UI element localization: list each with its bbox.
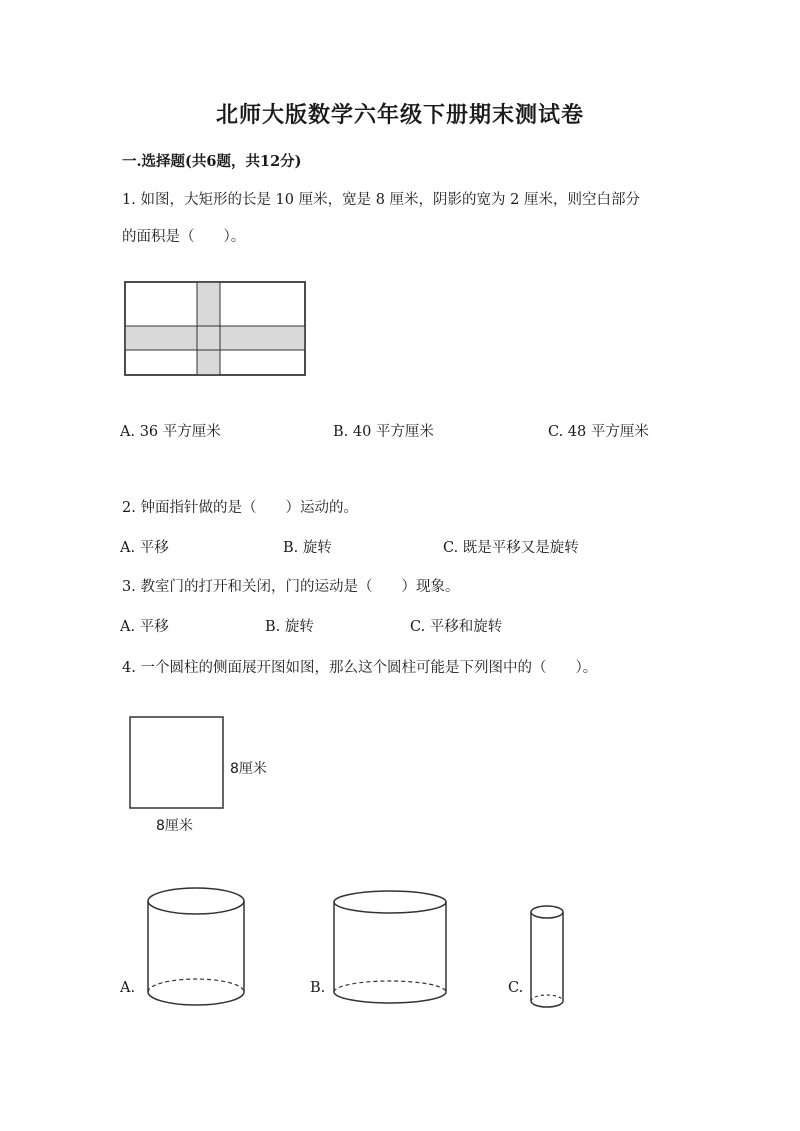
cylinder-a <box>140 882 252 1012</box>
question-4-option-b: B. <box>310 980 326 996</box>
lateral-surface-square <box>128 715 228 811</box>
question-1-option-b: B. 40 平方厘米 <box>333 424 434 440</box>
question-1-line-2: 的面积是（ ）。 <box>122 229 246 245</box>
question-3-option-b: B. 旋转 <box>265 619 314 635</box>
question-2-option-a: A. 平移 <box>120 540 169 556</box>
rectangle-cross-figure <box>120 278 310 380</box>
question-2-option-c: C. 既是平移又是旋转 <box>443 540 579 556</box>
section-heading: 一.选择题(共6题，共12分) <box>122 153 302 170</box>
page-title: 北师大版数学六年级下册期末测试卷 <box>215 102 584 128</box>
question-2: 2. 钟面指针做的是（ ）运动的。 <box>122 500 358 516</box>
question-4-option-a: A. <box>120 980 136 996</box>
question-1-option-c: C. 48 平方厘米 <box>548 424 649 440</box>
question-3-option-a: A. 平移 <box>120 619 169 635</box>
question-1-line-1: 1. 如图，大矩形的长是 10 厘米，宽是 8 厘米，阴影的宽为 2 厘米，则空白部分 <box>122 192 640 208</box>
question-4: 4. 一个圆柱的侧面展开图如图，那么这个圆柱可能是下列图中的（ ）。 <box>122 660 598 676</box>
question-2-option-b: B. 旋转 <box>283 540 332 556</box>
cylinder-b <box>326 884 456 1014</box>
question-3-option-c: C. 平移和旋转 <box>410 619 503 635</box>
square-bottom-label: 8厘米 <box>156 818 193 834</box>
square-side-label: 8厘米 <box>230 761 267 777</box>
question-1-option-a: A. 36 平方厘米 <box>120 424 221 440</box>
cylinder-c <box>526 900 568 1015</box>
question-4-option-c: C. <box>508 980 524 996</box>
question-3: 3. 教室门的打开和关闭，门的运动是（ ）现象。 <box>122 579 460 595</box>
